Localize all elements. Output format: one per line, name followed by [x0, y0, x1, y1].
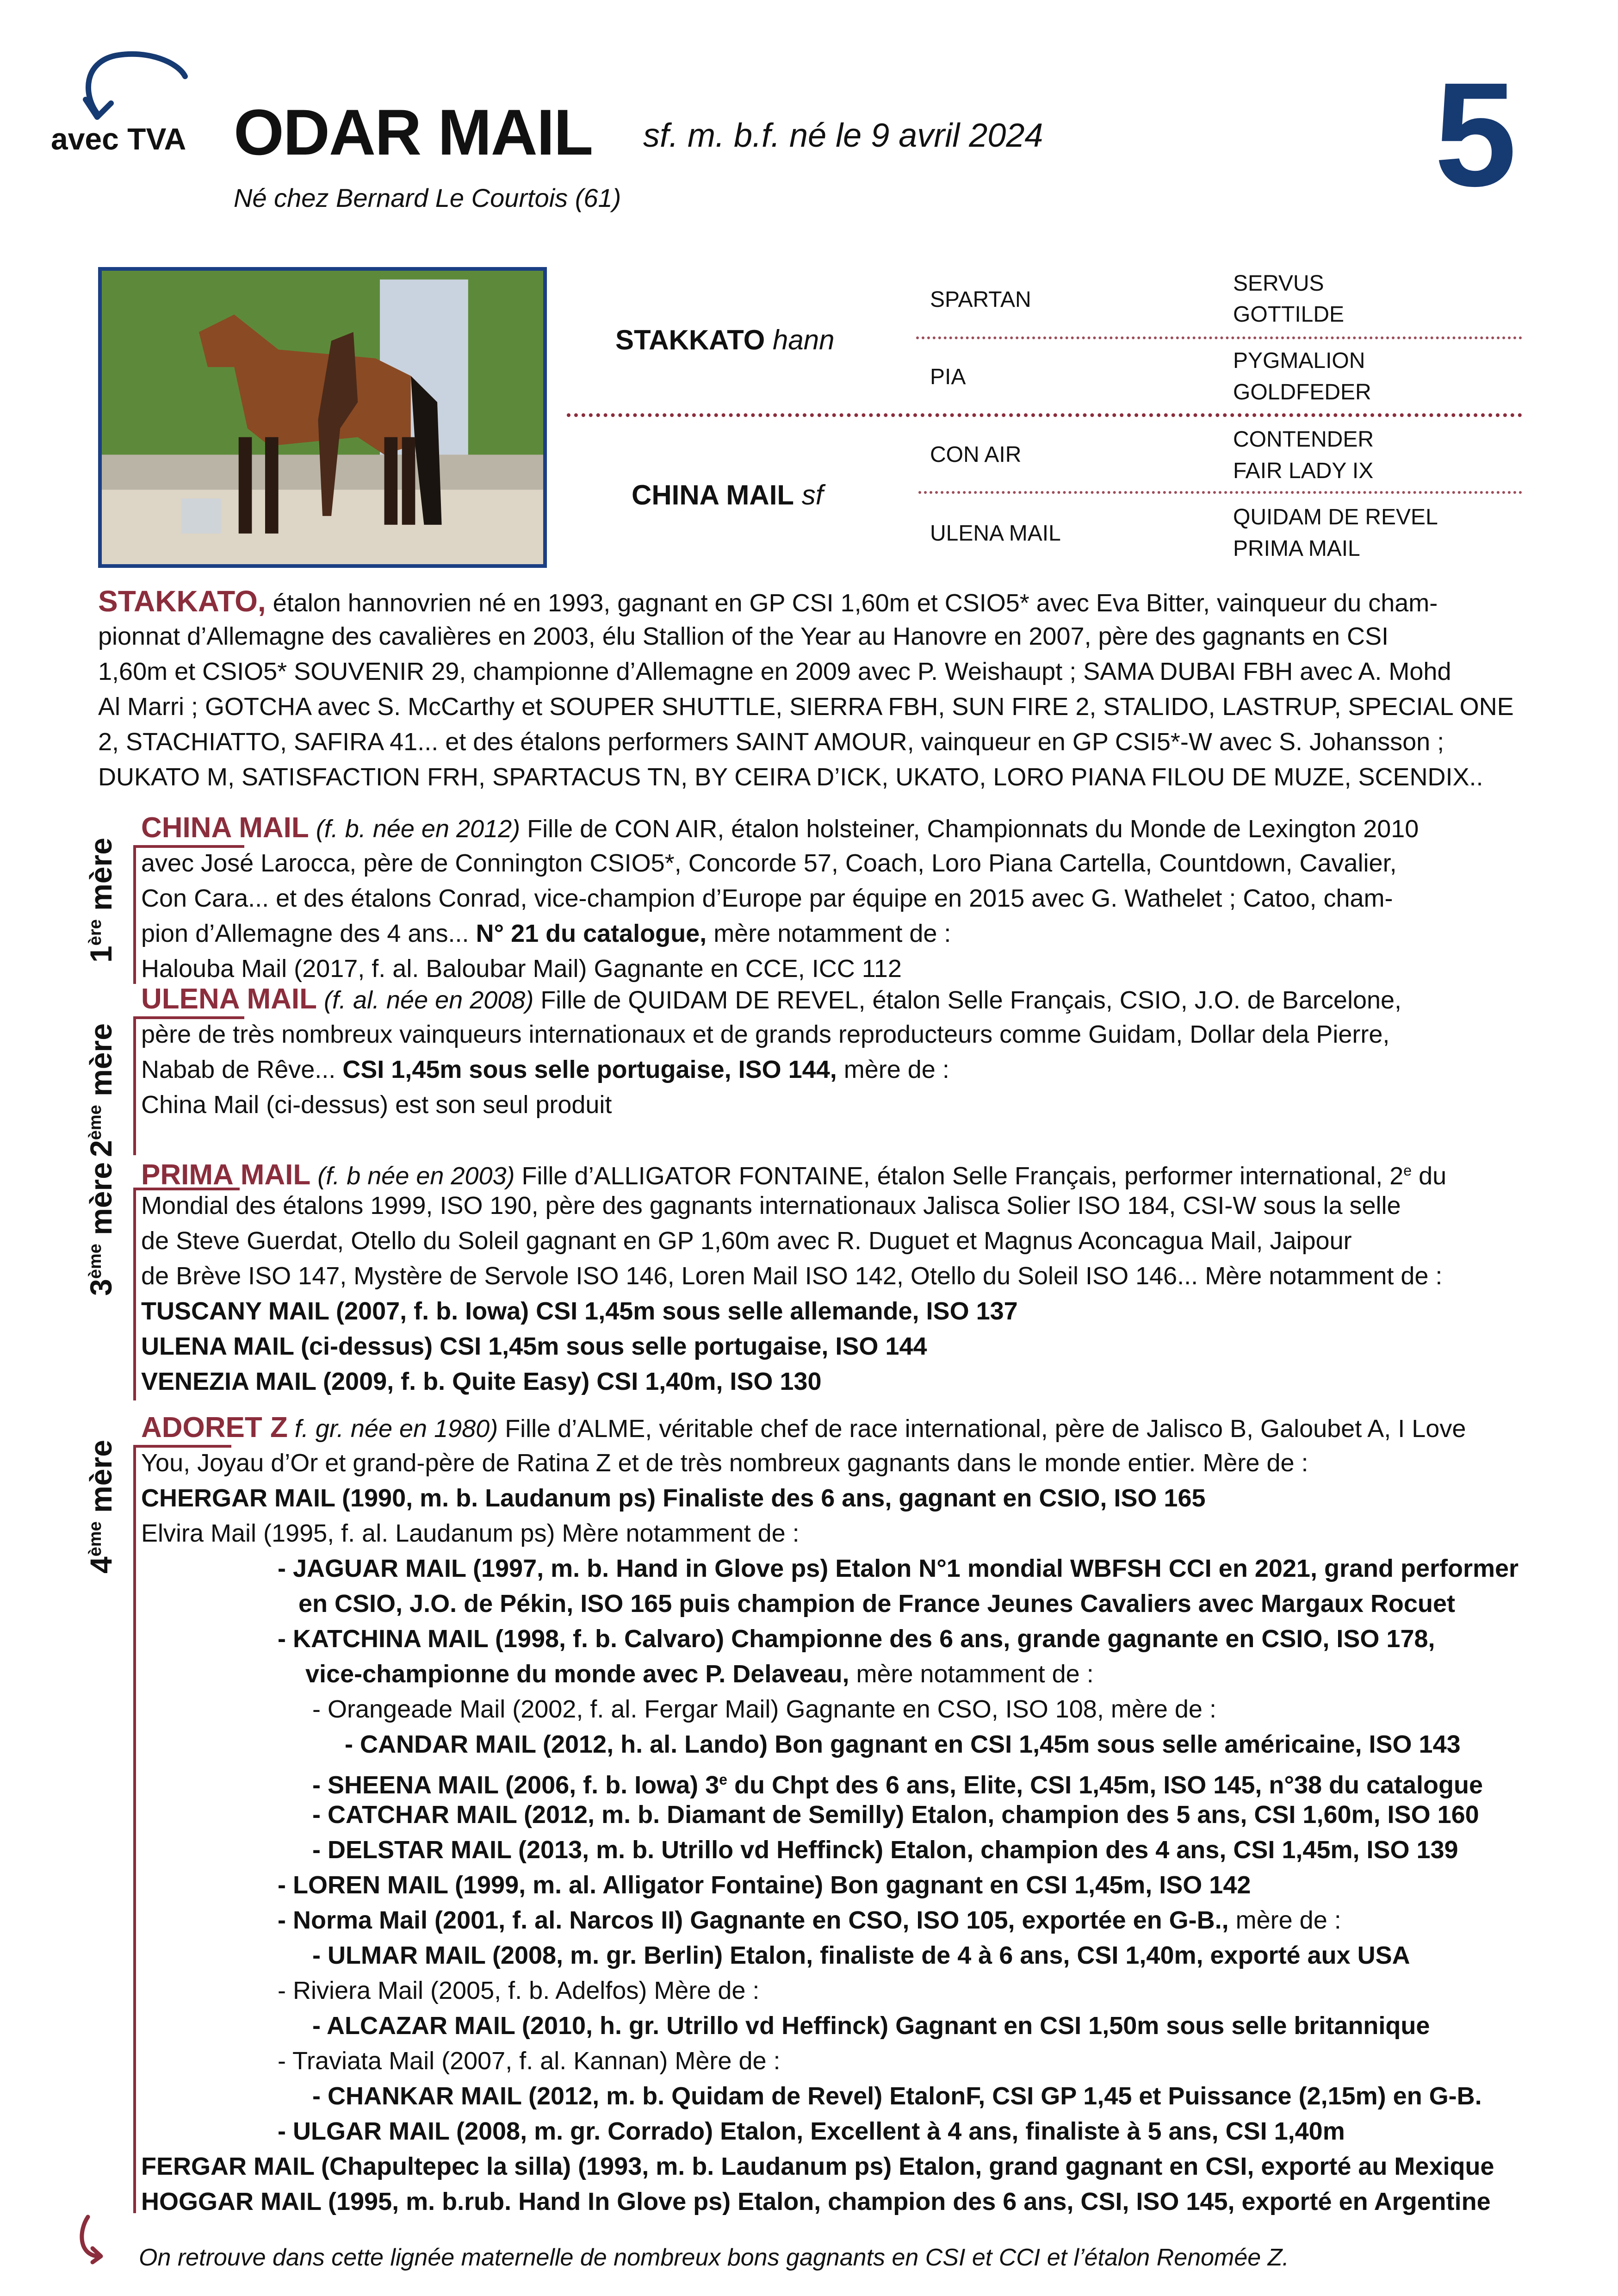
produce-line: - CATCHAR MAIL (2012, m. b. Diamant de Semilly) Etalon, champion des 5 ans, CSI 1,60m, ISO 160: [312, 1801, 1479, 1829]
produce-line: - ULMAR MAIL (2008, m. gr. Berlin) Etalon, finaliste de 4 à 6 ans, CSI 1,40m, exporté aux USA: [312, 1941, 1410, 1969]
mere2-label: 2ème mère: [84, 1023, 118, 1157]
text-line: China Mail (ci-dessus) est son seul produit: [141, 1091, 612, 1119]
mere4-label: 4ème mère: [84, 1440, 118, 1574]
text-line: avec José Larocca, père de Connington CSIO5*, Concorde 57, Coach, Loro Piana Cartella, Countdown, Cavalier,: [141, 849, 1397, 877]
text-line: père de très nombreux vainqueurs internationaux et de grands reproducteurs comme Guidam, Dollar dela Pierre,: [141, 1020, 1390, 1048]
pedigree-sire: [615, 324, 834, 356]
pedigree-gen3: FAIR LADY IX: [1233, 459, 1374, 483]
horse-photo: [98, 267, 547, 568]
produce-line: - CANDAR MAIL (2012, h. al. Lando) Bon gagnant en CSI 1,45m sous selle américaine, ISO 143: [345, 1730, 1461, 1758]
horse-description: sf. m. b.f. né le 9 avril 2024: [643, 117, 1043, 154]
text-line: Al Marri ; GOTCHA avec S. McCarthy et SOUPER SHUTTLE, SIERRA FBH, SUN FIRE 2, STALIDO, LASTRUP, SPECIAL ONE: [98, 693, 1514, 721]
pedigree-gen3: CONTENDER: [1233, 427, 1374, 452]
text-line: 2, STACHIATTO, SAFIRA 41... et des étalons performers SAINT AMOUR, vainqueur en GP CSI5*-W avec S. Johansson ;: [98, 728, 1444, 756]
mere1-name: CHINA MAIL: [141, 812, 309, 844]
mere2-bracket: [133, 1016, 136, 1155]
pedigree-gen3: PYGMALION: [1233, 348, 1365, 373]
pedigree-dam: [632, 479, 823, 511]
pedigree-gen3: PRIMA MAIL: [1233, 536, 1360, 561]
curved-arrow-down-icon: [46, 44, 194, 123]
dam-name: CHINA MAIL: [632, 479, 794, 510]
produce-line: HOGGAR MAIL (1995, m. b.rub. Hand In Glove ps) Etalon, champion des 6 ans, CSI, ISO 145, exporté en Argentine: [141, 2188, 1491, 2215]
produce-line: - DELSTAR MAIL (2013, m. b. Utrillo vd Heffinck) Etalon, champion des 4 ans, CSI 1,45m, ISO 139: [312, 1836, 1458, 1864]
produce-line: - CHANKAR MAIL (2012, m. b. Quidam de Revel) EtalonF, CSI GP 1,45 et Puissance (2,15m) en G-B.: [312, 2082, 1482, 2110]
mere4-bracket: [133, 1445, 136, 2213]
produce-line: - LOREN MAIL (1999, m. al. Alligator Fontaine) Bon gagnant en CSI 1,45m, ISO 142: [278, 1871, 1251, 1899]
breeder-line: Né chez Bernard Le Courtois (61): [234, 183, 621, 212]
text-line: étalon hannovrien né en 1993, gagnant en GP CSI 1,60m et CSIO5* avec Eva Bitter, vainqueur du cham-: [266, 589, 1438, 617]
dam-breed: sf: [801, 479, 824, 510]
lot-number: 5: [1434, 51, 1517, 217]
pedigree-sire-sire: SPARTAN: [930, 287, 1031, 312]
horse-photo-illustration: [102, 271, 543, 564]
text-line: de Steve Guerdat, Otello du Soleil gagnant en GP 1,60m avec R. Duguet et Magnus Aconcagua Mail, Jaipour: [141, 1227, 1352, 1255]
produce-line: Elvira Mail (1995, f. al. Laudanum ps) Mère notamment de :: [141, 1519, 800, 1547]
produce-line: - Orangeade Mail (2002, f. al. Fergar Mail) Gagnante en CSO, ISO 108, mère de :: [312, 1695, 1216, 1723]
produce-line: en CSIO, J.O. de Pékin, ISO 165 puis champion de France Jeunes Cavaliers avec Margaux Rocuet: [298, 1590, 1455, 1618]
curved-arrow-right-icon: [74, 2212, 116, 2268]
text-line: de Brève ISO 147, Mystère de Servole ISO 146, Loren Mail ISO 142, Otello du Soleil ISO 146... Mère notamment de :: [141, 1262, 1443, 1290]
mere3-bracket: [133, 1188, 136, 1400]
stakkato-heading: STAKKATO,: [98, 585, 266, 618]
pedigree-sire-dam: PIA: [930, 365, 966, 389]
produce-line: - KATCHINA MAIL (1998, f. b. Calvaro) Championne des 6 ans, grande gagnante en CSIO, ISO 178,: [278, 1625, 1435, 1653]
pedigree-gen3: SERVUS: [1233, 271, 1324, 296]
text-line: DUKATO M, SATISFACTION FRH, SPARTACUS TN, BY CEIRA D’ICK, UKATO, LORO PIANA FILOU DE MUZE, SCENDIX..: [98, 763, 1483, 791]
mere4-name: ADORET Z: [141, 1412, 288, 1444]
produce-line: - ULGAR MAIL (2008, m. gr. Corrado) Etalon, Excellent à 4 ans, finaliste à 5 ans, CSI 1,40m: [278, 2117, 1345, 2145]
text-line: Halouba Mail (2017, f. al. Baloubar Mail) Gagnante en CCE, ICC 112: [141, 955, 902, 983]
pedigree-gen3: GOLDFEDER: [1233, 380, 1371, 404]
text-line: pionnat d’Allemagne des cavalières en 2003, élu Stallion of the Year au Hanovre en 2007, père des gagnants en CSI: [98, 622, 1389, 650]
produce-line: TUSCANY MAIL (2007, f. b. Iowa) CSI 1,45m sous selle allemande, ISO 137: [141, 1297, 1018, 1325]
pedigree-gen3: QUIDAM DE REVEL: [1233, 505, 1438, 529]
pedigree-dam-dam: ULENA MAIL: [930, 521, 1061, 546]
page-title: ODAR MAIL: [234, 96, 593, 168]
pedigree-dam-sire: CON AIR: [930, 442, 1022, 467]
produce-line: FERGAR MAIL (Chapultepec la silla) (1993, m. b. Laudanum ps) Etalon, grand gagnant en CSI, exporté au Mexique: [141, 2153, 1494, 2180]
produce-line: ULENA MAIL (ci-dessus) CSI 1,45m sous selle portugaise, ISO 144: [141, 1332, 927, 1360]
produce-line: - Traviata Mail (2007, f. al. Kannan) Mère de :: [278, 2047, 781, 2075]
mere3-name: PRIMA MAIL: [141, 1159, 311, 1191]
produce-line: - Riviera Mail (2005, f. b. Adelfos) Mère de :: [278, 1977, 760, 2004]
sire-breed: hann: [773, 324, 835, 355]
pedigree-divider-main: [567, 413, 1522, 417]
text-line: Mondial des étalons 1999, ISO 190, père des gagnants internationaux Jalisca Solier ISO 184, CSI-W sous la selle: [141, 1192, 1401, 1220]
text-line: 1,60m et CSIO5* SOUVENIR 29, championne d’Allemagne en 2009 avec P. Weishaupt ; SAMA DUBAI FBH avec A. Mohd: [98, 658, 1451, 685]
produce-line: - JAGUAR MAIL (1997, m. b. Hand in Glove ps) Etalon N°1 mondial WBFSH CCI en 2021, grand performer: [278, 1555, 1519, 1582]
produce-line: - ALCAZAR MAIL (2010, h. gr. Utrillo vd Heffinck) Gagnant en CSI 1,50m sous selle britannique: [312, 2012, 1430, 2040]
pedigree-divider: [918, 491, 1522, 494]
text-line: You, Joyau d’Or et grand-père de Ratina Z et de très nombreux gagnants dans le monde entier. Mère de :: [141, 1449, 1308, 1477]
pedigree-gen3: GOTTILDE: [1233, 302, 1345, 327]
produce-line: CHERGAR MAIL (1990, m. b. Laudanum ps) Finaliste des 6 ans, gagnant en CSIO, ISO 165: [141, 1484, 1206, 1512]
footer-note: On retrouve dans cette lignée maternelle de nombreux bons gagnants en CSI et CCI et l’étalon Renomée Z.: [139, 2244, 1289, 2271]
mere2-name: ULENA MAIL: [141, 983, 317, 1015]
text-line: Con Cara... et des étalons Conrad, vice-champion d’Europe par équipe en 2015 avec G. Wathelet ; Catoo, cham-: [141, 884, 1393, 912]
tva-label: avec TVA: [51, 122, 186, 156]
mere3-label: 3ème mère: [84, 1162, 118, 1296]
pedigree-divider: [916, 336, 1522, 339]
mere1-label: 1ère mère: [84, 838, 118, 963]
sire-name: STAKKATO: [615, 324, 765, 355]
produce-line: VENEZIA MAIL (2009, f. b. Quite Easy) CSI 1,40m, ISO 130: [141, 1368, 822, 1395]
